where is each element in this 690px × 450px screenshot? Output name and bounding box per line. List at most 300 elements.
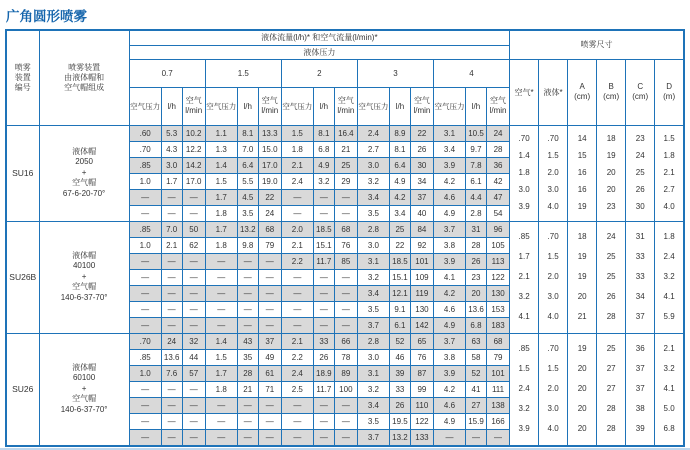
flow-value: 40	[410, 205, 433, 221]
flow-value: 13.6	[465, 301, 486, 317]
flow-value: 21	[237, 381, 258, 397]
pressure-value-header: 0.7	[129, 59, 205, 87]
flow-value: —	[237, 317, 258, 333]
flow-value: 18.9	[313, 365, 334, 381]
flow-value: —	[487, 429, 510, 446]
flow-value: 130	[487, 285, 510, 301]
flow-value: —	[237, 301, 258, 317]
flow-value: 113	[487, 253, 510, 269]
flow-value: —	[129, 189, 161, 205]
flow-value: 54	[487, 205, 510, 221]
flow-value: 4.9	[433, 413, 465, 429]
flow-value: 2.8	[465, 205, 486, 221]
flow-value: 4.9	[433, 205, 465, 221]
flow-value: 2.4	[281, 365, 313, 381]
flow-value: 78	[334, 349, 357, 365]
flow-value: —	[161, 381, 182, 397]
flow-value: 34	[410, 173, 433, 189]
flow-value: —	[161, 429, 182, 446]
flow-value: 25	[389, 221, 410, 237]
lh-header: l/h	[465, 87, 486, 125]
flow-value: 2.2	[281, 253, 313, 269]
flow-value: —	[465, 429, 486, 446]
flow-value: 1.0	[129, 365, 161, 381]
flow-value: 24	[487, 125, 510, 141]
flow-value: 13.6	[161, 349, 182, 365]
flow-value: 41	[465, 381, 486, 397]
spray-col-header-air: 空气*	[510, 59, 539, 125]
spray-dimension-values: 1.8 2.4 3.2 4.1 5.9	[655, 221, 684, 333]
flow-value: 6.8	[313, 141, 334, 157]
flow-value: 4.2	[433, 285, 465, 301]
flow-value: 3.2	[357, 381, 389, 397]
spray-dimension-values: 31 33 33 34 37	[626, 221, 655, 333]
flow-value: 26	[465, 253, 486, 269]
flow-value: 130	[410, 301, 433, 317]
flow-value: —	[161, 205, 182, 221]
flow-value: —	[258, 413, 281, 429]
air-pressure-header: 空气压力	[129, 87, 161, 125]
flow-value: 7.6	[161, 365, 182, 381]
flow-value: 3.4	[357, 189, 389, 205]
flow-value: 3.1	[433, 125, 465, 141]
flow-value: 35	[237, 349, 258, 365]
flow-value: 57	[182, 365, 205, 381]
flow-value: 10.5	[465, 125, 486, 141]
flow-value: 19.0	[258, 173, 281, 189]
flow-value: 3.0	[161, 157, 182, 173]
pressure-value-header: 4	[433, 59, 509, 87]
flow-value: .85	[129, 157, 161, 173]
flow-value: 2.5	[281, 381, 313, 397]
flow-value: 11.7	[313, 381, 334, 397]
device-number: SU16	[6, 125, 39, 221]
spray-dimension-values: 14 15 16 16 19	[568, 125, 597, 221]
flow-value: 4.9	[433, 317, 465, 333]
flow-value: —	[258, 301, 281, 317]
flow-value: 12.2	[182, 141, 205, 157]
air-pressure-header: 空气压力	[433, 87, 465, 125]
flow-value: —	[258, 397, 281, 413]
flow-value: 4.6	[433, 189, 465, 205]
flow-value: 166	[487, 413, 510, 429]
flow-value: 31	[465, 221, 486, 237]
spray-dimension-values: 2.1 3.2 4.1 5.0 6.8	[655, 333, 684, 446]
flow-value: —	[129, 285, 161, 301]
flow-value: 58	[465, 349, 486, 365]
flow-value: —	[313, 429, 334, 446]
flow-value: 2.1	[161, 237, 182, 253]
flow-value: 65	[410, 333, 433, 349]
pressure-value-header: 3	[357, 59, 433, 87]
flow-value: —	[237, 429, 258, 446]
flow-value: 3.7	[357, 429, 389, 446]
flow-value: 9.7	[465, 141, 486, 157]
pressure-value-header: 1.5	[205, 59, 281, 87]
flow-value: —	[161, 269, 182, 285]
flow-value: .70	[129, 141, 161, 157]
pressure-value-header: 2	[281, 59, 357, 87]
flow-value: 76	[334, 237, 357, 253]
pressure-title-header: 液体压力	[129, 45, 509, 59]
flow-value: —	[129, 429, 161, 446]
device-composition: 液体帽 60100 + 空气帽 140-6-37-70°	[39, 333, 129, 446]
flow-value: —	[258, 317, 281, 333]
flow-value: 3.2	[357, 173, 389, 189]
flow-value: 21	[334, 141, 357, 157]
flow-value: 8.1	[313, 125, 334, 141]
spray-dimension-values: 19 20 20 20 20	[568, 333, 597, 446]
flow-value: 22	[410, 125, 433, 141]
flow-value: —	[334, 285, 357, 301]
flow-value: 24	[161, 333, 182, 349]
spray-dimension-values: 18 19 20 20 23	[597, 125, 626, 221]
flow-value: —	[182, 317, 205, 333]
device-number: SU26B	[6, 221, 39, 333]
flow-value: 4.3	[161, 141, 182, 157]
spray-dimension-values: 23 24 25 26 30	[626, 125, 655, 221]
flow-value: 2.8	[357, 333, 389, 349]
flow-value: —	[281, 413, 313, 429]
flow-value: 28	[237, 365, 258, 381]
spray-dimension-values: 18 19 19 20 21	[568, 221, 597, 333]
flow-value: 10.2	[182, 125, 205, 141]
flow-value: 6.4	[389, 157, 410, 173]
flow-value: —	[182, 301, 205, 317]
flow-value: 4.6	[433, 397, 465, 413]
air-pressure-header: 空气压力	[205, 87, 237, 125]
bottom-rule	[0, 448, 690, 450]
flow-value: 28	[465, 237, 486, 253]
spray-dimension-values: 24 25 25 26 28	[597, 221, 626, 333]
flow-value: 30	[410, 157, 433, 173]
flow-value: —	[205, 269, 237, 285]
flow-value: 133	[410, 429, 433, 446]
flow-value: 3.9	[433, 253, 465, 269]
flow-value: 89	[334, 365, 357, 381]
flow-value: —	[281, 429, 313, 446]
flow-value: 101	[487, 365, 510, 381]
flow-value: 4.2	[433, 381, 465, 397]
flow-value: 8.9	[389, 125, 410, 141]
flow-value: 7.0	[161, 221, 182, 237]
flow-value: 3.2	[357, 269, 389, 285]
flow-value: 7.8	[465, 157, 486, 173]
flow-value: 1.1	[205, 125, 237, 141]
flow-value: 3.9	[433, 365, 465, 381]
air-lmin-header: 空气 l/min	[258, 87, 281, 125]
flow-value: 32	[182, 333, 205, 349]
flow-value: 4.1	[433, 269, 465, 285]
flow-value: 5.5	[237, 173, 258, 189]
data-row	[6, 333, 684, 349]
flow-value: 22	[389, 237, 410, 253]
flow-value: —	[161, 397, 182, 413]
flow-value: —	[129, 269, 161, 285]
flow-value: —	[129, 253, 161, 269]
flow-value: —	[129, 413, 161, 429]
lh-header: l/h	[313, 87, 334, 125]
flow-value: 105	[487, 237, 510, 253]
flow-value: 79	[487, 349, 510, 365]
flow-value: 15.0	[258, 141, 281, 157]
spray-dimension-values: .70 1.4 1.8 3.0 3.9	[510, 125, 539, 221]
flow-value: 33	[389, 381, 410, 397]
flow-value: —	[237, 269, 258, 285]
flow-value: 3.9	[433, 157, 465, 173]
flow-value: —	[182, 397, 205, 413]
device-col-header: 喷雾 装置 编号	[6, 30, 39, 125]
flow-value: 3.4	[357, 397, 389, 413]
flow-value: 19.5	[389, 413, 410, 429]
flow-value: 101	[410, 253, 433, 269]
flow-value: 61	[258, 365, 281, 381]
flow-value: —	[182, 205, 205, 221]
flow-value: 111	[487, 381, 510, 397]
flow-value: —	[334, 189, 357, 205]
air-lmin-header: 空气 l/min	[487, 87, 510, 125]
flow-value: 4.9	[313, 157, 334, 173]
flow-value: 33	[313, 333, 334, 349]
flow-value: 1.8	[205, 381, 237, 397]
flow-value: 4.4	[465, 189, 486, 205]
flow-value: .60	[129, 125, 161, 141]
flow-value: 1.5	[281, 125, 313, 141]
header-row-flow-title	[6, 30, 684, 45]
flow-value: 15.9	[465, 413, 486, 429]
flow-value: —	[313, 189, 334, 205]
flow-value: —	[182, 285, 205, 301]
flow-value: 1.5	[205, 173, 237, 189]
flow-value: 68	[334, 221, 357, 237]
flow-value: —	[205, 429, 237, 446]
flow-value: 4.5	[237, 189, 258, 205]
flow-value: —	[334, 413, 357, 429]
flow-value: 1.8	[281, 141, 313, 157]
flow-value: 22	[258, 189, 281, 205]
flow-value: 16.4	[334, 125, 357, 141]
flow-value: 3.2	[313, 173, 334, 189]
flow-value: 109	[410, 269, 433, 285]
flow-value: —	[129, 205, 161, 221]
flow-value: —	[258, 253, 281, 269]
flow-value: 1.7	[205, 365, 237, 381]
flow-value: —	[281, 269, 313, 285]
flow-value: 4.9	[389, 173, 410, 189]
flow-value: —	[161, 413, 182, 429]
flow-value: —	[313, 397, 334, 413]
flow-value: 2.4	[281, 173, 313, 189]
flow-value: 26	[410, 141, 433, 157]
flow-value: 3.5	[357, 413, 389, 429]
flow-value: —	[258, 269, 281, 285]
flow-value: 3.4	[389, 205, 410, 221]
flow-value: 18.5	[313, 221, 334, 237]
flow-value: 37	[410, 189, 433, 205]
flow-value: 3.5	[357, 301, 389, 317]
flow-value: 1.0	[129, 173, 161, 189]
device-composition: 液体帽 2050 + 空气帽 67-6-20-70°	[39, 125, 129, 221]
flow-value: —	[182, 269, 205, 285]
flow-value: 3.5	[357, 205, 389, 221]
air-lmin-header: 空气 l/min	[410, 87, 433, 125]
data-row	[6, 125, 684, 141]
device-composition: 液体帽 40100 + 空气帽 140-6-37-70°	[39, 221, 129, 333]
air-pressure-header: 空气压力	[357, 87, 389, 125]
flow-value: —	[334, 301, 357, 317]
flow-value: 5.3	[161, 125, 182, 141]
flow-value: 1.4	[205, 157, 237, 173]
spec-table	[5, 29, 685, 447]
spray-dimension-values: 36 37 37 38 39	[626, 333, 655, 446]
flow-value: —	[205, 301, 237, 317]
flow-value: 46	[389, 349, 410, 365]
flow-value: 1.7	[161, 173, 182, 189]
flow-value: 15.1	[389, 269, 410, 285]
flow-value: 6.8	[465, 317, 486, 333]
flow-value: —	[313, 301, 334, 317]
flow-value: 99	[410, 381, 433, 397]
air-lmin-header: 空气 l/min	[334, 87, 357, 125]
flow-value: —	[129, 317, 161, 333]
flow-value: 79	[258, 237, 281, 253]
flow-value: 42	[487, 173, 510, 189]
data-row	[6, 221, 684, 237]
flow-value: 25	[334, 157, 357, 173]
flow-value: 1.3	[205, 141, 237, 157]
flow-value: .85	[129, 349, 161, 365]
flow-value: —	[313, 269, 334, 285]
flow-value: 1.7	[205, 189, 237, 205]
flow-value: —	[281, 285, 313, 301]
flow-value: 2.2	[281, 349, 313, 365]
flow-value: —	[334, 205, 357, 221]
flow-value: —	[313, 413, 334, 429]
flow-value: —	[237, 253, 258, 269]
flow-value: 2.4	[357, 125, 389, 141]
flow-value: 17.0	[258, 157, 281, 173]
flow-value: —	[182, 429, 205, 446]
flow-value: —	[161, 253, 182, 269]
flow-value: —	[237, 285, 258, 301]
flow-value: 100	[334, 381, 357, 397]
spray-dimension-values: .85 1.5 2.4 3.2 3.9	[510, 333, 539, 446]
flow-value: 29	[334, 173, 357, 189]
flow-value: 1.8	[205, 205, 237, 221]
flow-value: 71	[258, 381, 281, 397]
flow-value: —	[281, 189, 313, 205]
flow-value: 3.1	[357, 365, 389, 381]
flow-value: 84	[410, 221, 433, 237]
flow-value: —	[161, 189, 182, 205]
flow-value: —	[182, 413, 205, 429]
flow-value: 28	[487, 141, 510, 157]
flow-value: 52	[465, 365, 486, 381]
flow-value: 24	[258, 205, 281, 221]
flow-value: 3.5	[237, 205, 258, 221]
flow-value: 9.8	[237, 237, 258, 253]
flow-value: 85	[334, 253, 357, 269]
spray-dimension-values: .70 1.5 2.0 3.0 4.0	[539, 333, 568, 446]
flow-value: 37	[258, 333, 281, 349]
flow-value: —	[281, 205, 313, 221]
lh-header: l/h	[161, 87, 182, 125]
flow-value: 8.1	[389, 141, 410, 157]
flow-value: —	[334, 269, 357, 285]
flow-value: 14.2	[182, 157, 205, 173]
spray-col-header-liquid: 液体*	[539, 59, 568, 125]
flow-value: 4.6	[433, 301, 465, 317]
flow-value: 13.2	[389, 429, 410, 446]
flow-value: 36	[487, 157, 510, 173]
flow-value: 6.4	[237, 157, 258, 173]
spray-dimension-values: 25 27 27 28 28	[597, 333, 626, 446]
flow-value: 7.0	[237, 141, 258, 157]
flow-value: —	[205, 317, 237, 333]
flow-value: 122	[410, 413, 433, 429]
flow-title-header: 液体流量(l/h)* 和空气流量(l/min)*	[129, 30, 509, 45]
flow-value: 122	[487, 269, 510, 285]
composition-col-header: 喷雾装置 由液体帽和 空气帽组成	[39, 30, 129, 125]
flow-value: 3.8	[433, 237, 465, 253]
flow-value: 3.1	[357, 253, 389, 269]
flow-value: —	[281, 397, 313, 413]
flow-value: —	[258, 285, 281, 301]
flow-value: 3.4	[357, 285, 389, 301]
flow-value: 3.0	[357, 349, 389, 365]
spray-col-header-d: D (m)	[655, 59, 684, 125]
flow-value: 76	[410, 349, 433, 365]
flow-value: 2.1	[281, 237, 313, 253]
flow-value: —	[205, 253, 237, 269]
flow-value: 12.1	[389, 285, 410, 301]
spray-dimension-values: .70 1.5 2.0 3.0 4.0	[539, 221, 568, 333]
flow-value: —	[129, 397, 161, 413]
flow-value: 119	[410, 285, 433, 301]
air-lmin-header: 空气 l/min	[182, 87, 205, 125]
flow-value: —	[205, 413, 237, 429]
flow-value: 9.1	[389, 301, 410, 317]
flow-value: 20	[465, 285, 486, 301]
flow-value: 43	[237, 333, 258, 349]
flow-value: .85	[129, 221, 161, 237]
flow-value: —	[281, 301, 313, 317]
air-pressure-header: 空气压力	[281, 87, 313, 125]
flow-value: 3.7	[433, 333, 465, 349]
flow-value: —	[313, 205, 334, 221]
flow-value: 4.2	[389, 189, 410, 205]
lh-header: l/h	[237, 87, 258, 125]
flow-value: —	[433, 429, 465, 446]
flow-value: —	[281, 317, 313, 333]
flow-value: 2.7	[357, 141, 389, 157]
flow-value: 1.0	[129, 237, 161, 253]
flow-value: —	[313, 317, 334, 333]
flow-value: 8.1	[237, 125, 258, 141]
flow-value: —	[237, 397, 258, 413]
flow-value: —	[237, 413, 258, 429]
flow-value: 142	[410, 317, 433, 333]
flow-value: 6.1	[389, 317, 410, 333]
flow-value: 17.0	[182, 173, 205, 189]
flow-value: 68	[258, 221, 281, 237]
flow-value: 13.3	[258, 125, 281, 141]
flow-value: 2.1	[281, 333, 313, 349]
spray-dimension-values: 1.5 1.8 2.1 2.7 4.0	[655, 125, 684, 221]
flow-value: 2.8	[357, 221, 389, 237]
flow-value: 23	[465, 269, 486, 285]
flow-value: 92	[410, 237, 433, 253]
